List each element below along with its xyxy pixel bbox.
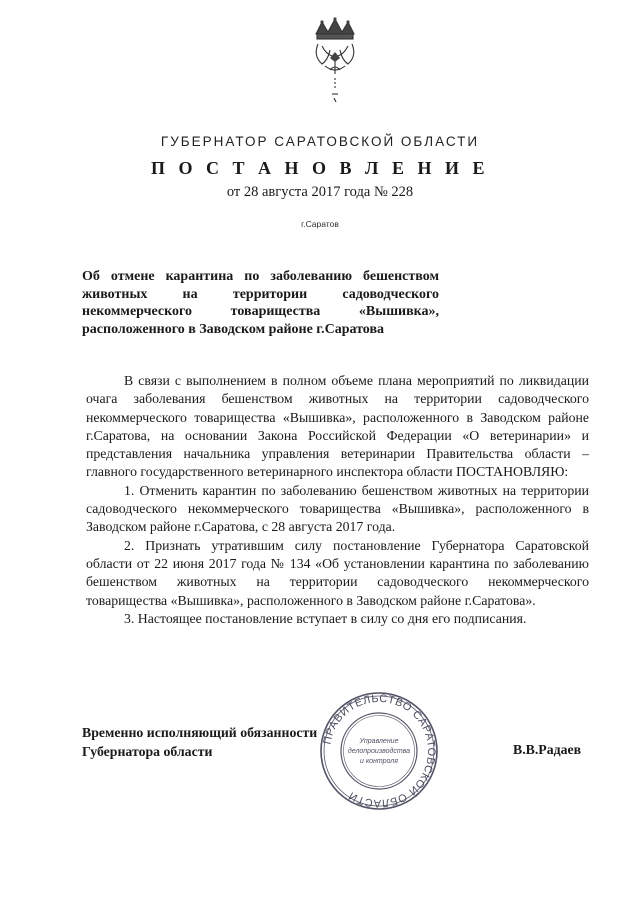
signatory-position-line-1: Временно исполняющий обязанности [82, 725, 318, 740]
coat-of-arms-icon [308, 16, 362, 108]
seal-inner-line-2: делопроизводства [347, 748, 411, 755]
issuing-authority: ГУБЕРНАТОР САРАТОВСКОЙ ОБЛАСТИ [160, 134, 480, 149]
document-type: П О С Т А Н О В Л Е Н И Е [151, 158, 489, 178]
decree-item-3: 3. Настоящее постановление вступает в силу со дня его подписания. [124, 610, 527, 626]
document-city: г.Саратов [301, 219, 339, 229]
document-body [86, 372, 589, 628]
seal-inner-line-3: и контроля [360, 758, 398, 765]
document-date-number: от 28 августа 2017 года № 228 [226, 184, 414, 200]
seal-outer-text: ПРАВИТЕЛЬСТВО САРАТОВСКОЙ ОБЛАСТИ [321, 692, 438, 810]
signatory-position-line-2: Губернатора области [82, 744, 213, 759]
decree-item-2: 2. Признать утратившим силу постановление Губернатора Саратовской области от 22 июня 2017 года № 134 «Об установлении карантина по заболеванию бешенством животных на территории садоводческого некоммерческого товарищества «Вышивка», расположенного в Заводском районе г.Саратова». [86, 537, 589, 608]
seal-inner-line-1: Управление [359, 738, 399, 745]
preamble-paragraph: В связи с выполнением в полном объеме плана мероприятий по ликвидации очага заболевания бешенством животных на территории садоводческого некоммерческого товарищества «Вышивка», расположенного в Заводском районе г.Саратова, на основании Закона Российской Федерации «О ветеринарии» и представления начальника управления ветеринарии Правительства области – главного государственного ветеринарного инспектора области ПОСТАНОВЛЯЮ: [86, 373, 589, 480]
document-subject: Об отмене карантина по заболеванию бешенством животных на территории садоводческого некоммерческого товарищества «Вышивка», расположенного в Заводском районе г.Саратова [82, 269, 439, 337]
decree-item-1: 1. Отменить карантин по заболеванию бешенством животных на территории садоводческого некоммерческого товарищества «Вышивка», расположенного в Заводском районе г.Саратова, с 28 августа 2017 года. [86, 482, 589, 535]
signatory-position [82, 723, 317, 761]
official-seal-stamp [318, 690, 440, 812]
signatory-name: В.В.Радаев [513, 742, 582, 757]
